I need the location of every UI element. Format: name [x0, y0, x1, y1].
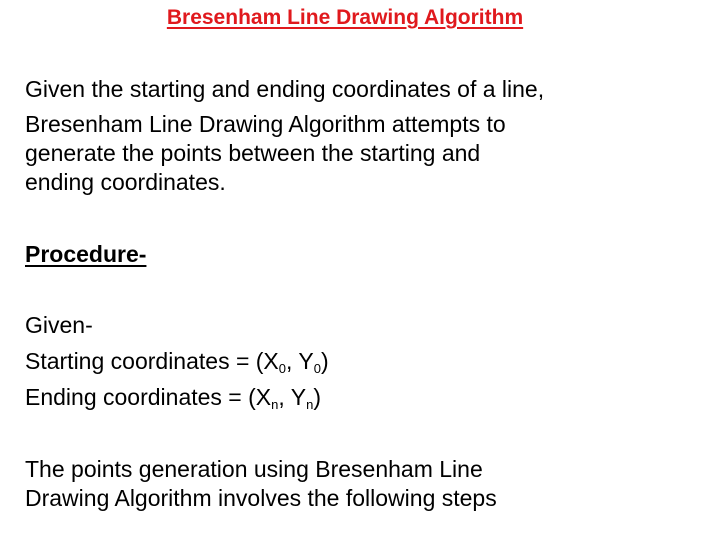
starting-suffix: )	[320, 348, 329, 374]
ending-coordinates	[25, 383, 705, 412]
given-label: Given-	[25, 312, 93, 338]
ending-y-subscript: n	[306, 397, 314, 412]
starting-prefix: Starting coordinates = (X	[25, 348, 279, 374]
ending-mid: , Y	[278, 384, 307, 410]
starting-coordinates	[25, 347, 705, 376]
starting-y-subscript: 0	[313, 361, 321, 376]
procedure-heading: Procedure-	[25, 241, 147, 267]
starting-mid: , Y	[286, 348, 314, 374]
closing-line: The points generation using Bresenham Line	[25, 456, 483, 482]
given-section	[25, 311, 705, 412]
intro-paragraph	[25, 75, 705, 197]
starting-x-subscript: 0	[278, 361, 287, 376]
intro-line: generate the points between the starting and	[25, 140, 481, 166]
intro-line: Given the starting and ending coordinates of a line,	[25, 76, 545, 102]
intro-line: ending coordinates.	[25, 169, 226, 195]
slide-title: Bresenham Line Drawing Algorithm	[166, 6, 524, 29]
intro-line: Bresenham Line Drawing Algorithm attempts to	[25, 111, 506, 137]
ending-x-subscript: n	[271, 397, 279, 412]
closing-line: Drawing Algorithm involves the following steps	[25, 485, 497, 511]
closing-paragraph	[25, 455, 705, 513]
ending-suffix: )	[313, 384, 321, 410]
ending-prefix: Ending coordinates = (X	[25, 384, 272, 410]
